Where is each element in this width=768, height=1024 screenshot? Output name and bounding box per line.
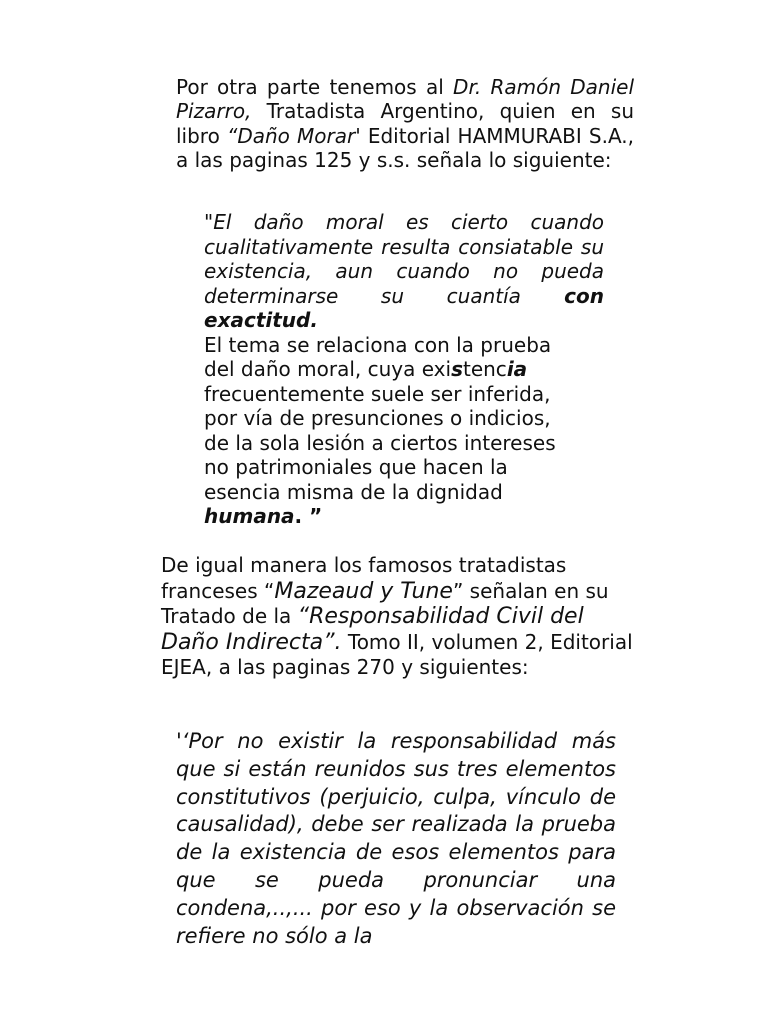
quote-line-b-mid: tenc: [462, 357, 507, 381]
quote-bold-ending: con exactitud.: [204, 283, 604, 332]
quote-line-d: por vía de presunciones o indicios,: [204, 406, 551, 430]
quote-open-mark: ": [204, 210, 214, 234]
quote-first-part: [204, 210, 604, 333]
paragraph2-mid: ” señalan en su Tratado de la: [161, 578, 609, 628]
quote-line-b-bold-2: ia: [506, 357, 528, 381]
paragraph-pizarro-intro: [176, 75, 634, 172]
quote-line-g: esencia misma de la dignidad: [204, 479, 503, 504]
quote-mazeaud: '‘Por no existir la responsabilidad más que si están reunidos sus tres elementos constitutivos (perjuicio, culpa, vínculo de causalidad), debe ser realizada la prueba de la existencia de esos elementos para que se pueda pronunciar una condena,..,... por eso y la observación se refiere no sólo a la: [176, 729, 616, 948]
quote-close-mark: . ”: [294, 504, 323, 528]
quote-line-e: de la sola lesión a ciertos intereses: [204, 430, 556, 455]
quote-last-bold: humana: [204, 504, 295, 528]
quote-line-b-start: del daño moral, cuya exi: [204, 357, 452, 381]
publisher-reference: ' Editorial HAMMURABI S.A., a las paginas 125 y s.s. señala lo siguiente:: [176, 123, 635, 172]
quote-line-a: El tema se relaciona con la prueba: [204, 332, 552, 357]
french-authors: Mazeaud y Tune: [274, 578, 453, 604]
book-title: “Daño Morar: [226, 123, 356, 148]
quote-italic-text: El daño moral es cierto cuando cualitativamente resulta consiatable su existencia, aun cuando no pueda determinarse su cuantía: [204, 210, 604, 308]
quote-last-line: [204, 504, 604, 529]
author-description: Tratadista Argentino, quien en su libro: [176, 99, 634, 148]
treatise-title: “Responsabilidad Civil del Daño Indirecta”.: [161, 604, 584, 655]
quote-pizarro: [204, 210, 604, 529]
quote-line-b: [204, 357, 604, 382]
paragraph-mazeaud-intro: [161, 553, 641, 681]
author-name: Dr. Ramón Daniel Pizarro,: [176, 75, 634, 124]
paragraph2-start: De igual manera los famosos tratadistas franceses “: [161, 553, 567, 603]
paragraph2-tail: Tomo II, volumen 2, Editorial EJEA, a las paginas 270 y siguientes:: [161, 629, 633, 679]
quote-line-f: no patrimoniales que hacen la: [204, 455, 508, 479]
quote-line-b-bold-1: s: [451, 357, 463, 381]
intro-text: Por otra parte tenemos al: [176, 75, 454, 99]
quote-line-c: frecuentemente suele ser inferida,: [204, 381, 551, 406]
